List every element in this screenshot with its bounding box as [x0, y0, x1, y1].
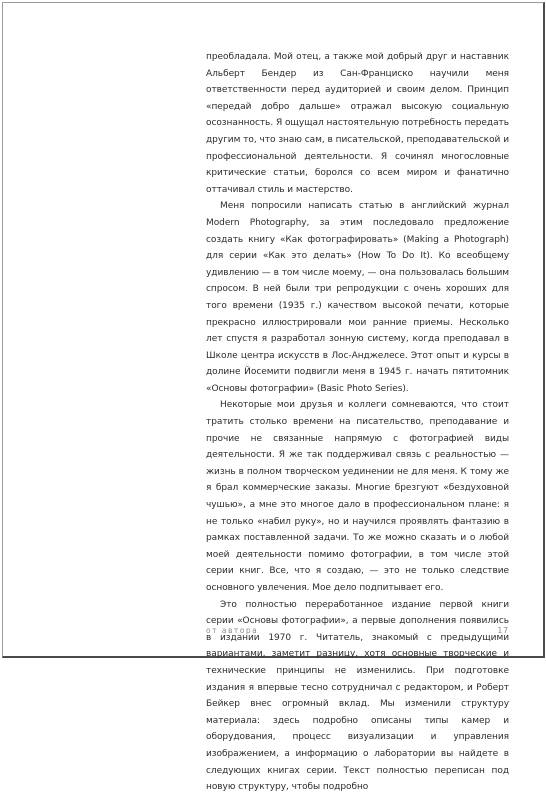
page-number: 17	[497, 626, 509, 635]
paragraph-1: преобладала. Мой отец, а также мой добрый друг и наставник Альберт Бендер из Сан-Франциско научили меня ответственности перед аудиторией и своим делом. Принцип «передай добро дальше» отражал высокую социальную осознанность. Я ощущал настоятельную потребность передать другим то, что знаю сам, в писательской, преподавательской и профессиональной деятельности. Я сочинял многословные критические статьи, боролся со всем миром и фанатично оттачивал стиль и мастерство.	[206, 52, 509, 195]
paragraph-4: Это полностью переработанное издание первой книги серии «Основы фотографии», а первые дополнения появились в издании 1970 г. Читатель, знакомый с предыдущими вариантами, заметит разницу, хотя основные творческие и технические принципы не изменились. При подготовке издания я впервые тесно сотрудничал с редактором, и Роберт Бейкер внес огромный вклад. Мы изменили структуру материала: здесь подробно описаны типы камер и оборудования, процесс визуализации и управления изображением, а информацию о лаборатории вы найдете в следующих книгах серии. Текст полностью переписан под новую структуру, чтобы подробно	[206, 599, 509, 793]
paragraph-2: Меня попросили написать статью в английский журнал Modern Photography, за этим последовало предложение создать книгу «Как фотографировать» (Making a Photograph) для серии «Как это делать» (How To Do It). Ко всеобщему удивлению — в том числе моему, — она пользовалась большим спросом. В ней были три репродукции с очень хороших для того времени (1935 г.) качеством высокой печати, которые прекрасно иллюстрировали мои ранние приемы. Несколько лет спустя я разработал зонную систему, когда преподавал в Школе центра искусств в Лос-Анджелесе. Этот опыт и курсы в долине Йосемити подвигли меня в 1945 г. начать пятитомник «Основы фотографии» (Basic Photo Series).	[206, 201, 509, 394]
page	[2, 2, 545, 793]
page-footer	[206, 626, 509, 638]
running-footer-section: от автора	[206, 626, 259, 635]
body-text	[206, 49, 509, 796]
paragraph-3: Некоторые мои друзья и коллеги сомневаются, что стоит тратить столько времени на писательство, преподавание и прочие не связанные напрямую с фотографией виды деятельности. Я же так поддерживал связь с реальностью — жизнь в полном творческом уединении не для меня. К тому же я брал коммерческие заказы. Многие брезгуют «бездуховной чушью», а мне это многое дало в профессиональном плане: я не только «набил руку», но и научился проявлять фантазию в рамках поставленной задачи. То же можно сказать и о любой моей деятельности помимо фотографии, в том числе этой серии книг. Все, что я создаю, — это не только следствие основного увлечения. Мое дело подпитывает его.	[206, 400, 509, 593]
